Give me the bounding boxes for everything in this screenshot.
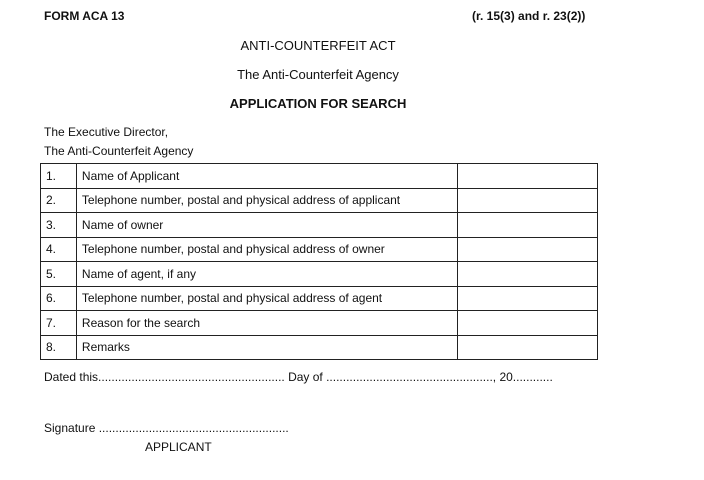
act-title: ANTI-COUNTERFEIT ACT [240, 38, 396, 53]
row-number: 1. [41, 164, 77, 189]
row-label: Reason for the search [76, 311, 457, 336]
row-value-field[interactable] [457, 188, 597, 213]
agency-title: The Anti-Counterfeit Agency [237, 67, 399, 82]
addressee-line-1: The Executive Director, [44, 125, 169, 139]
row-label: Telephone number, postal and physical address of owner [76, 237, 457, 262]
signature-line: Signature ......................................................... [44, 421, 289, 435]
row-number: 4. [41, 237, 77, 262]
table-row [41, 188, 598, 213]
row-value-field[interactable] [457, 311, 597, 336]
addressee-line-2: The Anti-Counterfeit Agency [44, 144, 194, 158]
table-row [41, 262, 598, 287]
row-label: Telephone number, postal and physical address of applicant [76, 188, 457, 213]
row-value-field[interactable] [457, 164, 597, 189]
row-number: 7. [41, 311, 77, 336]
applicant-label: APPLICANT [145, 440, 212, 454]
row-value-field[interactable] [457, 262, 597, 287]
search-details-table [40, 163, 598, 360]
row-value-field[interactable] [457, 335, 597, 360]
table-row [41, 213, 598, 238]
table-row [41, 237, 598, 262]
row-number: 2. [41, 188, 77, 213]
row-number: 5. [41, 262, 77, 287]
table-row [41, 335, 598, 360]
row-value-field[interactable] [457, 237, 597, 262]
row-number: 8. [41, 335, 77, 360]
row-label: Remarks [76, 335, 457, 360]
row-label: Name of Applicant [76, 164, 457, 189]
table-row [41, 286, 598, 311]
table-row [41, 164, 598, 189]
row-number: 6. [41, 286, 77, 311]
row-label: Name of owner [76, 213, 457, 238]
row-value-field[interactable] [457, 286, 597, 311]
row-label: Name of agent, if any [76, 262, 457, 287]
form-title: APPLICATION FOR SEARCH [229, 96, 407, 111]
table-row [41, 311, 598, 336]
row-label: Telephone number, postal and physical address of agent [76, 286, 457, 311]
dated-line: Dated this........................................................ Day of .................................................., 20............ [44, 370, 553, 384]
form-code: FORM ACA 13 [44, 9, 125, 23]
rule-reference: (r. 15(3) and r. 23(2)) [472, 9, 586, 23]
row-number: 3. [41, 213, 77, 238]
row-value-field[interactable] [457, 213, 597, 238]
